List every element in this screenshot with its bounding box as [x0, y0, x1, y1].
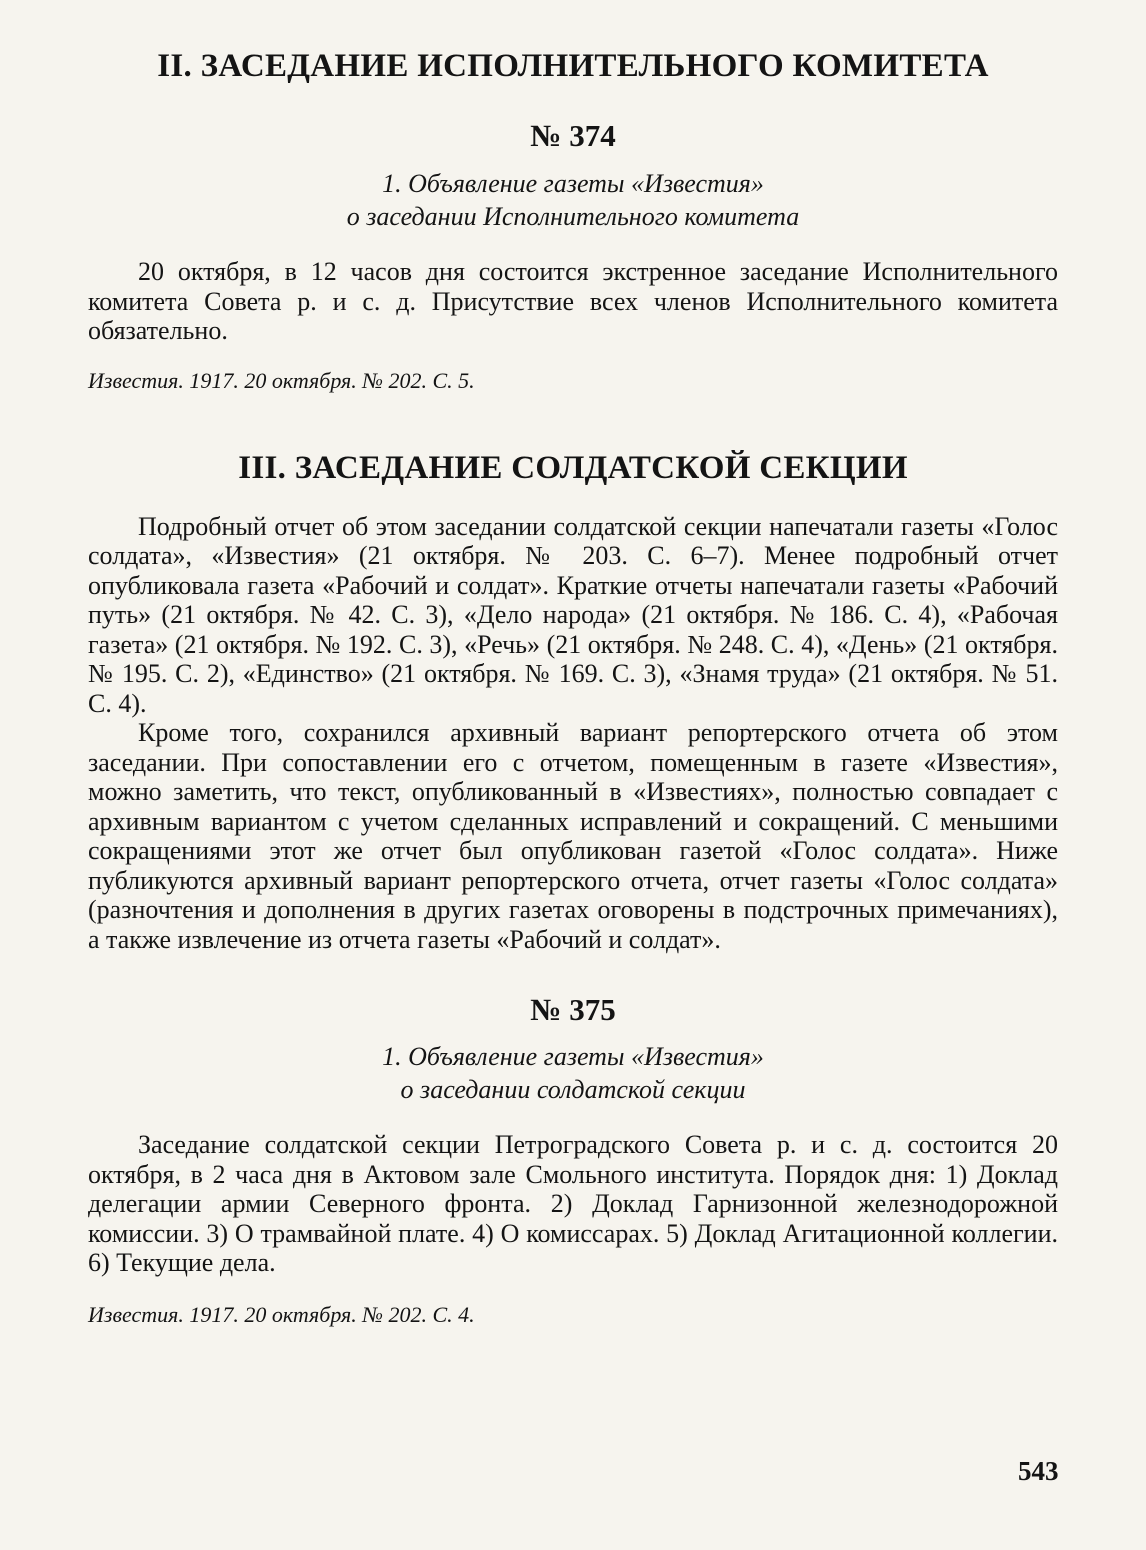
intro-paragraph-1: Подробный отчет об этом заседании солдатской секции напечатали газеты «Голос солдата», «Известия» (21 октября. № 203. С. 6–7). Менее подробный отчет опубликовала газета «Рабочий и солдат». Краткие отчеты напечатали газеты «Рабочий путь» (21 октября. № 42. С. 3), «Дело народа» (21 октября. № 186. С. 4), «Рабочая газета» (21 октября. № 192. С. 3), «Речь» (21 октября. № 248. С. 4), «День» (21 октября. № 195. С. 2), «Единство» (21 октября. № 169. С. 3), «Знамя труда» (21 октября. № 51. С. 4).: [88, 511, 1058, 718]
announcement-text-374: 20 октября, в 12 часов дня состоится экстренное заседание Исполнительного комитета Совета р. и с. д. Присутствие всех членов Исполнительного комитета обязательно.: [88, 257, 1058, 345]
document-title-line: 1. Объявление газеты «Известия»: [382, 169, 764, 198]
page-number: 543: [1018, 1456, 1059, 1486]
document-title-line: 1. Объявление газеты «Известия»: [382, 1042, 764, 1071]
document-title-line: о заседании солдатской секции: [400, 1075, 746, 1104]
section-heading-soldiers-section: III. ЗАСЕДАНИЕ СОЛДАТСКОЙ СЕКЦИИ: [238, 449, 908, 486]
source-citation-374: Известия. 1917. 20 октября. № 202. С. 5.: [88, 367, 475, 393]
document-title-374: [88, 167, 1058, 233]
section-heading-executive-committee: II. ЗАСЕДАНИЕ ИСПОЛНИТЕЛЬНОГО КОМИТЕТА: [157, 48, 989, 84]
announcement-text-375: Заседание солдатской секции Петроградского Совета р. и с. д. состоится 20 октября, в 2 часа дня в Актовом зале Смольного института. Порядок дня: 1) Доклад делегации армии Северного фронта. 2) Доклад Гарнизонной железнодорожной комиссии. 3) О трамвайной плате. 4) О комиссарах. 5) Доклад Агитационной коллегии. 6) Текущие дела.: [88, 1130, 1058, 1277]
document-number-374: № 374: [530, 118, 616, 153]
page-content: [88, 48, 1058, 1328]
intro-paragraph-2: Кроме того, сохранился архивный вариант репортерского отчета об этом заседании. При сопоставлении его с отчетом, помещенным в газете «Известия», можно заметить, что текст, опубликованный в «Известиях», полностью совпадает с архивным вариантом с учетом сделанных исправлений и сокращений. С меньшими сокращениями этот же отчет был опубликован газетой «Голос солдата». Ниже публикуются архивный вариант репортерского отчета, отчет газеты «Голос солдата» (разночтения и дополнения в других газетах оговорены в подстрочных примечаниях), а также извлечение из отчета газеты «Рабочий и солдат».: [88, 718, 1058, 954]
source-citation-375: Известия. 1917. 20 октября. № 202. С. 4.: [88, 1301, 475, 1327]
document-title-line: о заседании Исполнительного комитета: [346, 202, 800, 231]
document-title-375: [88, 1040, 1058, 1106]
document-number-375: № 375: [530, 992, 616, 1027]
